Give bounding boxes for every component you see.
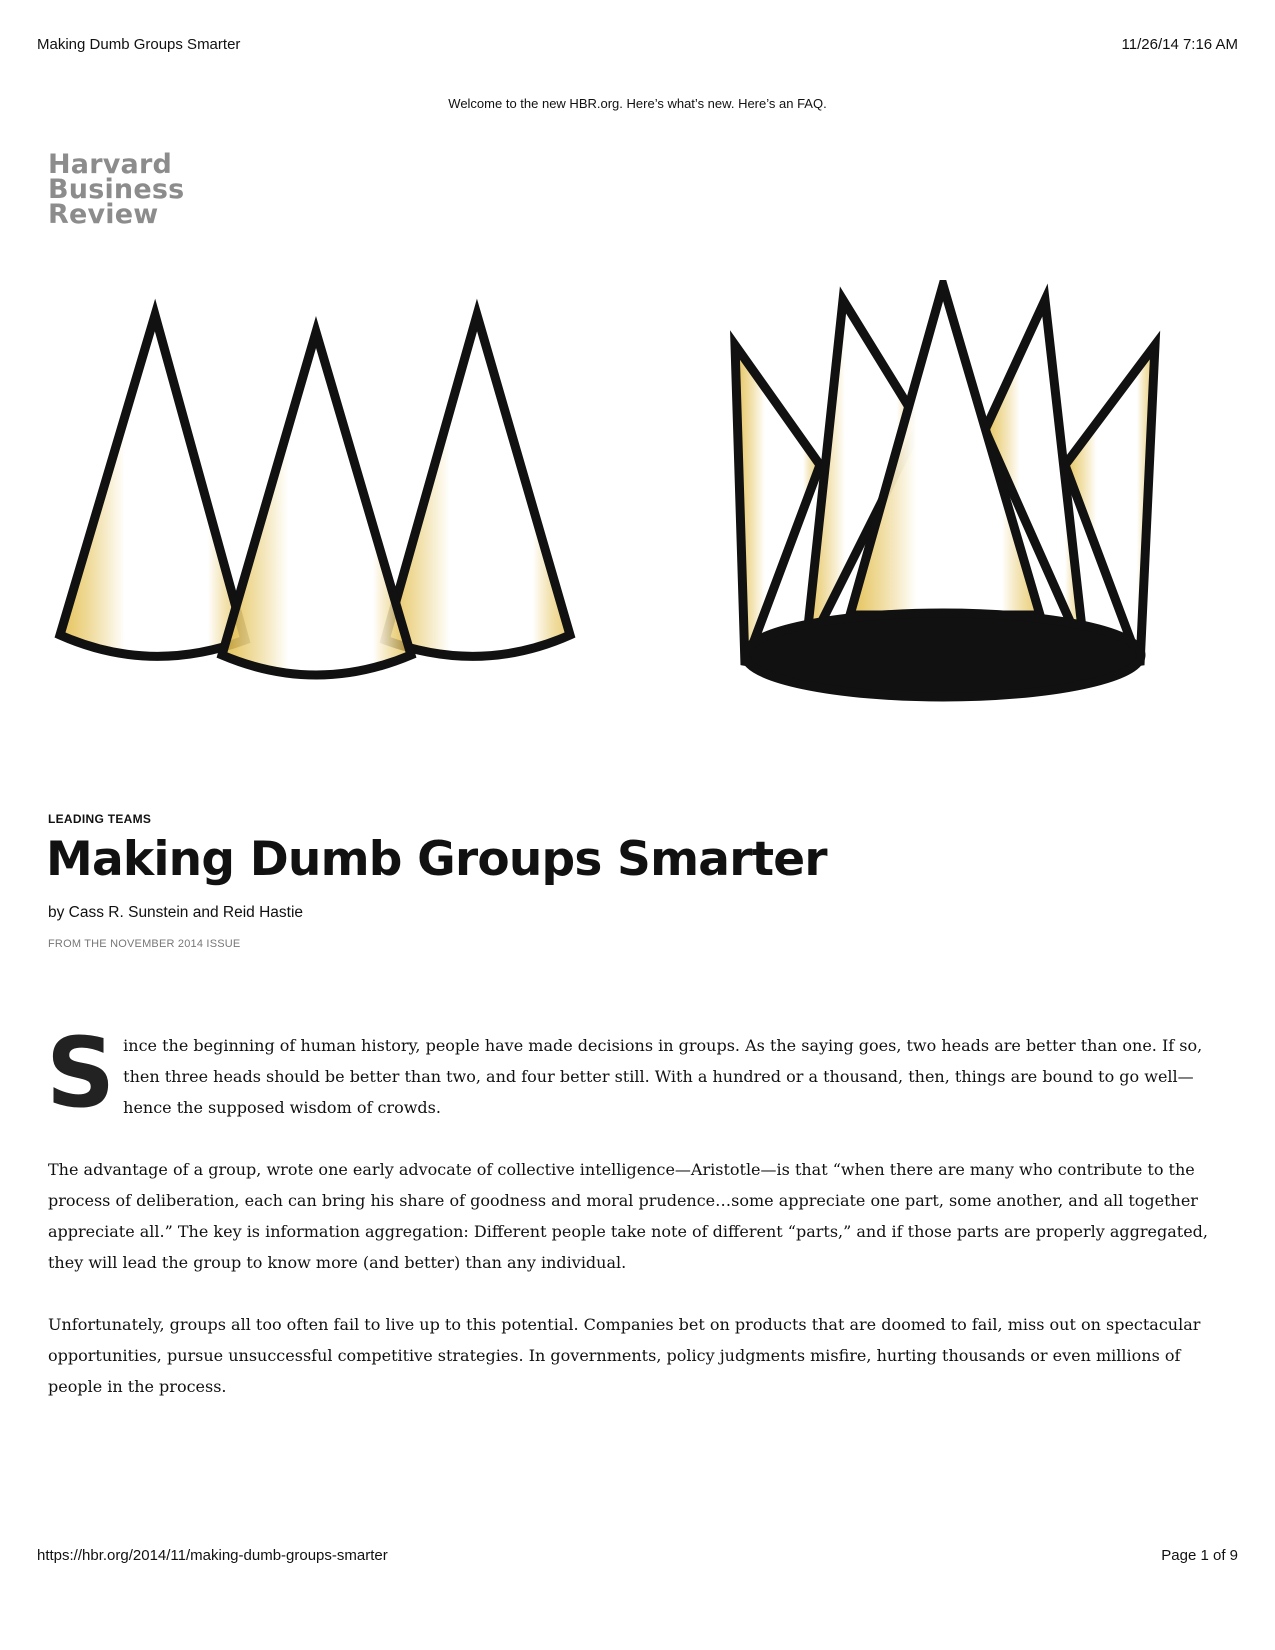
- whats-new-link[interactable]: Here’s what’s new.: [626, 96, 735, 111]
- article-category[interactable]: LEADING TEAMS: [48, 812, 152, 826]
- article-title: Making Dumb Groups Smarter: [46, 832, 827, 887]
- faq-link[interactable]: Here’s an FAQ.: [738, 96, 827, 111]
- dunce-caps-icon: [60, 315, 570, 675]
- welcome-text: Welcome to the new HBR.org.: [448, 96, 627, 111]
- crown-icon: [735, 285, 1155, 697]
- article-byline: by Cass R. Sunstein and Reid Hastie: [48, 904, 304, 921]
- print-footer-page: Page 1 of 9: [1161, 1547, 1238, 1564]
- print-footer-url: https://hbr.org/2014/11/making-dumb-groups-smarter: [37, 1547, 388, 1564]
- hero-illustration: [40, 280, 1240, 750]
- logo-line-3: Review: [48, 199, 159, 230]
- drop-cap: S: [46, 1017, 116, 1129]
- article-paragraph-1: [46, 1017, 1238, 1129]
- article-paragraph-3: Unfortunately, groups all too often fail to live up to this potential. Companies bet on products that are doomed to fail, miss out on spectacular opportunities, pursue unsuccessful competitive strategies. In governments, policy judgments misfire, hurting thousands or even millions of people in the process.: [48, 1315, 1201, 1396]
- article-issue[interactable]: FROM THE NOVEMBER 2014 ISSUE: [48, 938, 241, 950]
- print-header-datetime: 11/26/14 7:16 AM: [1121, 36, 1238, 53]
- welcome-bar: [0, 96, 1275, 111]
- print-header-title: Making Dumb Groups Smarter: [37, 36, 241, 53]
- paragraph-1-text: ince the beginning of human history, people have made decisions in groups. As the saying goes, two heads are better than one. If so, then three heads should be better than two, and four better still. With a hundred or a thousand, then, things are bound to go well—hence the supposed wisdom of crowds.: [123, 1036, 1203, 1117]
- article-body: [46, 1017, 1238, 1433]
- hbr-logo[interactable]: [48, 149, 185, 230]
- logo-line-2: Business: [48, 174, 185, 205]
- article-paragraph-2: The advantage of a group, wrote one early advocate of collective intelligence—Aristotle—is that “when there are many who contribute to the process of deliberation, each can bring his share of goodness and moral prudence…some appreciate one part, some another, and all together appreciate all.” The key is information aggregation: Different people take note of different “parts,” and if those parts are properly aggregated, they will lead the group to know more (and better) than any individual.: [48, 1160, 1208, 1272]
- logo-line-1: Harvard: [48, 149, 172, 180]
